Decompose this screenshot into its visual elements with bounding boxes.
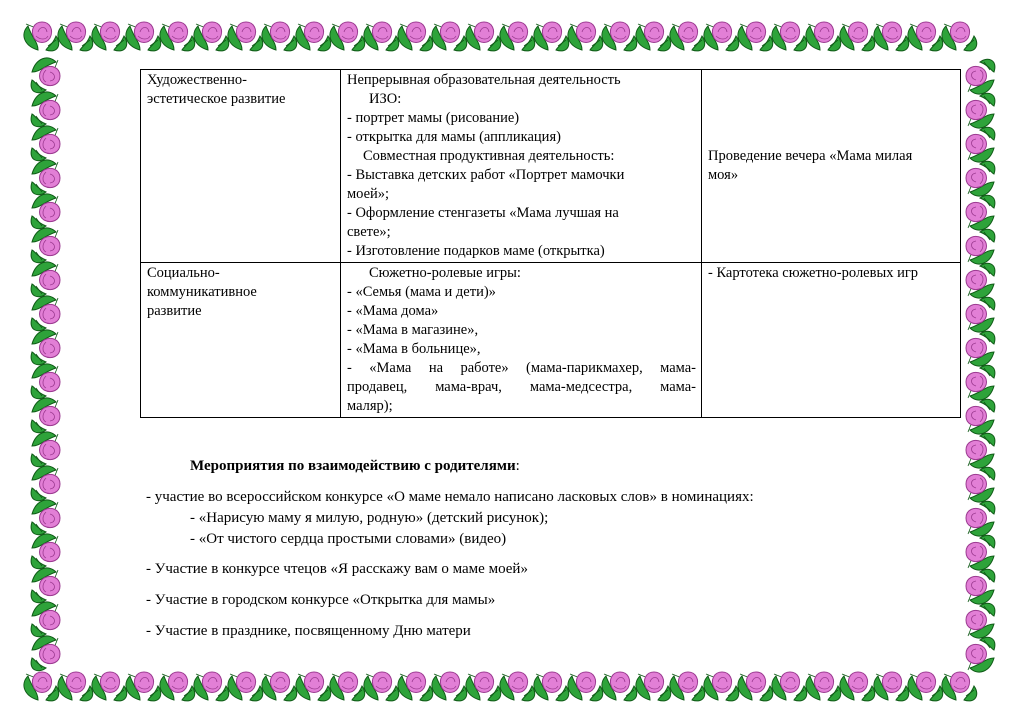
- rose-icon: [602, 672, 637, 701]
- rose-icon: [568, 672, 603, 701]
- rose-icon: [966, 59, 995, 94]
- rose-icon: [966, 331, 995, 366]
- activities-cell: [341, 263, 702, 418]
- rose-icon: [942, 22, 977, 51]
- rose-icon: [966, 93, 995, 128]
- events-heading: [190, 456, 520, 477]
- activity-line: - Изготовление подарков маме (открытка): [347, 243, 605, 259]
- rose-icon: [31, 364, 60, 399]
- plan-table-container: [140, 69, 960, 418]
- area-cell: [141, 263, 341, 418]
- activity-line: свете»;: [347, 224, 391, 240]
- rose-icon: [364, 22, 399, 51]
- rose-icon: [806, 22, 841, 51]
- rose-icon: [432, 22, 467, 51]
- table-row: [141, 70, 961, 263]
- area-text: Социально-: [147, 265, 220, 281]
- rose-icon: [466, 672, 501, 701]
- events-heading-text: Мероприятия по взаимодействию с родителями: [190, 458, 516, 474]
- rose-icon: [966, 127, 995, 162]
- rose-icon: [330, 672, 365, 701]
- events-heading-colon: :: [515, 458, 520, 474]
- event-item: - Участие в городском конкурсе «Открытка для мамы»: [146, 592, 496, 608]
- rose-icon: [296, 22, 331, 51]
- activity-line: - «Семья (мама и дети)»: [347, 284, 496, 300]
- rose-icon: [160, 22, 195, 51]
- rose-icon: [636, 22, 671, 51]
- activity-line: Совместная продуктивная деятельность:: [363, 148, 615, 164]
- rose-icon: [874, 22, 909, 51]
- rose-icon: [262, 672, 297, 701]
- rose-icon: [772, 22, 807, 51]
- rose-icon: [31, 500, 60, 535]
- rose-icon: [31, 228, 60, 263]
- rose-icon: [738, 672, 773, 701]
- rose-icon: [966, 569, 995, 604]
- activity-line: маляр);: [347, 398, 393, 414]
- rose-icon: [568, 22, 603, 51]
- rose-icon: [908, 22, 943, 51]
- activity-line: - «Мама на работе» (мама-парикмахер, мама-: [347, 360, 696, 376]
- rose-icon: [772, 672, 807, 701]
- rose-icon: [31, 398, 60, 433]
- rose-icon: [534, 672, 569, 701]
- area-text: развитие: [147, 303, 202, 319]
- rose-icon: [92, 22, 127, 51]
- rose-icon: [398, 672, 433, 701]
- result-cell: [702, 263, 961, 418]
- rose-icon: [966, 603, 995, 638]
- rose-icon: [31, 432, 60, 467]
- rose-icon: [31, 194, 60, 229]
- rose-icon: [160, 672, 195, 701]
- rose-icon: [534, 22, 569, 51]
- table-row: [141, 263, 961, 418]
- rose-icon: [126, 672, 161, 701]
- rose-icon: [966, 229, 995, 264]
- area-text: Художественно-: [147, 72, 247, 88]
- rose-icon: [806, 672, 841, 701]
- activity-line: - портрет мамы (рисование): [347, 110, 520, 126]
- rose-icon: [908, 672, 943, 701]
- rose-icon: [31, 602, 60, 637]
- rose-icon: [966, 501, 995, 536]
- rose-icon: [966, 637, 995, 672]
- rose-icon: [432, 672, 467, 701]
- event-sub-item: - «От чистого сердца простыми словами» (видео): [190, 531, 507, 547]
- event-item: - Участие в конкурсе чтецов «Я расскажу вам о маме моей»: [146, 561, 528, 577]
- rose-icon: [31, 330, 60, 365]
- rose-icon: [670, 22, 705, 51]
- rose-icon: [262, 22, 297, 51]
- rose-icon: [58, 672, 93, 701]
- rose-icon: [194, 22, 229, 51]
- rose-icon: [466, 22, 501, 51]
- rose-icon: [704, 22, 739, 51]
- event-item: - участие во всероссийском конкурсе «О маме немало написано ласковых слов» в номинациях:: [146, 489, 754, 505]
- activity-line: - «Мама дома»: [347, 303, 439, 319]
- rose-icon: [126, 22, 161, 51]
- activity-line: продавец, мама-врач, мама-медсестра, мама-: [347, 379, 696, 395]
- rose-icon: [31, 160, 60, 195]
- rose-icon: [31, 636, 60, 671]
- rose-icon: [31, 126, 60, 161]
- rose-icon: [738, 22, 773, 51]
- activity-line: - Оформление стенгазеты «Мама лучшая на: [347, 205, 619, 221]
- activity-line: Сюжетно-ролевые игры:: [369, 265, 521, 281]
- rose-icon: [704, 672, 739, 701]
- rose-icon: [966, 297, 995, 332]
- rose-icon: [874, 672, 909, 701]
- rose-icon: [966, 365, 995, 400]
- rose-icon: [966, 161, 995, 196]
- rose-icon: [31, 92, 60, 127]
- rose-icon: [966, 535, 995, 570]
- result-cell: [702, 70, 961, 263]
- activity-line: - Выставка детских работ «Портрет мамочки: [347, 167, 625, 183]
- plan-table: [140, 69, 961, 418]
- activity-line: - «Мама в больнице»,: [347, 341, 481, 357]
- rose-icon: [228, 672, 263, 701]
- activity-line: Непрерывная образовательная деятельность: [347, 72, 621, 88]
- rose-icon: [966, 433, 995, 468]
- area-text: эстетическое развитие: [147, 91, 286, 107]
- rose-icon: [966, 467, 995, 502]
- rose-icon: [194, 672, 229, 701]
- rose-icon: [31, 262, 60, 297]
- rose-icon: [500, 22, 535, 51]
- rose-icon: [500, 672, 535, 701]
- activity-line: - открытка для мамы (аппликация): [347, 129, 561, 145]
- rose-icon: [92, 672, 127, 701]
- rose-icon: [31, 296, 60, 331]
- activity-line: ИЗО:: [369, 91, 402, 107]
- rose-icon: [602, 22, 637, 51]
- rose-icon: [840, 672, 875, 701]
- event-sub-item: - «Нарисую маму я милую, родную» (детский рисунок);: [190, 510, 549, 526]
- rose-icon: [24, 22, 59, 51]
- rose-icon: [58, 22, 93, 51]
- activity-line: - «Мама в магазине»,: [347, 322, 479, 338]
- rose-icon: [636, 672, 671, 701]
- result-text: Проведение вечера «Мама милая: [708, 148, 913, 164]
- rose-icon: [31, 466, 60, 501]
- rose-icon: [228, 22, 263, 51]
- rose-icon: [364, 672, 399, 701]
- rose-icon: [942, 672, 977, 701]
- rose-icon: [296, 672, 331, 701]
- area-text: коммуникативное: [147, 284, 257, 300]
- rose-icon: [31, 534, 60, 569]
- rose-icon: [966, 399, 995, 434]
- result-text: - Картотека сюжетно-ролевых игр: [708, 265, 919, 281]
- rose-icon: [966, 195, 995, 230]
- rose-icon: [840, 22, 875, 51]
- rose-icon: [330, 22, 365, 51]
- rose-icon: [398, 22, 433, 51]
- rose-icon: [966, 263, 995, 298]
- activities-cell: [341, 70, 702, 263]
- rose-icon: [24, 672, 59, 701]
- event-item: - Участие в празднике, посвященному Дню матери: [146, 623, 471, 639]
- area-cell: [141, 70, 341, 263]
- result-text: моя»: [708, 167, 739, 183]
- activity-line: моей»;: [347, 186, 390, 202]
- rose-icon: [670, 672, 705, 701]
- rose-icon: [31, 58, 60, 93]
- rose-icon: [31, 568, 60, 603]
